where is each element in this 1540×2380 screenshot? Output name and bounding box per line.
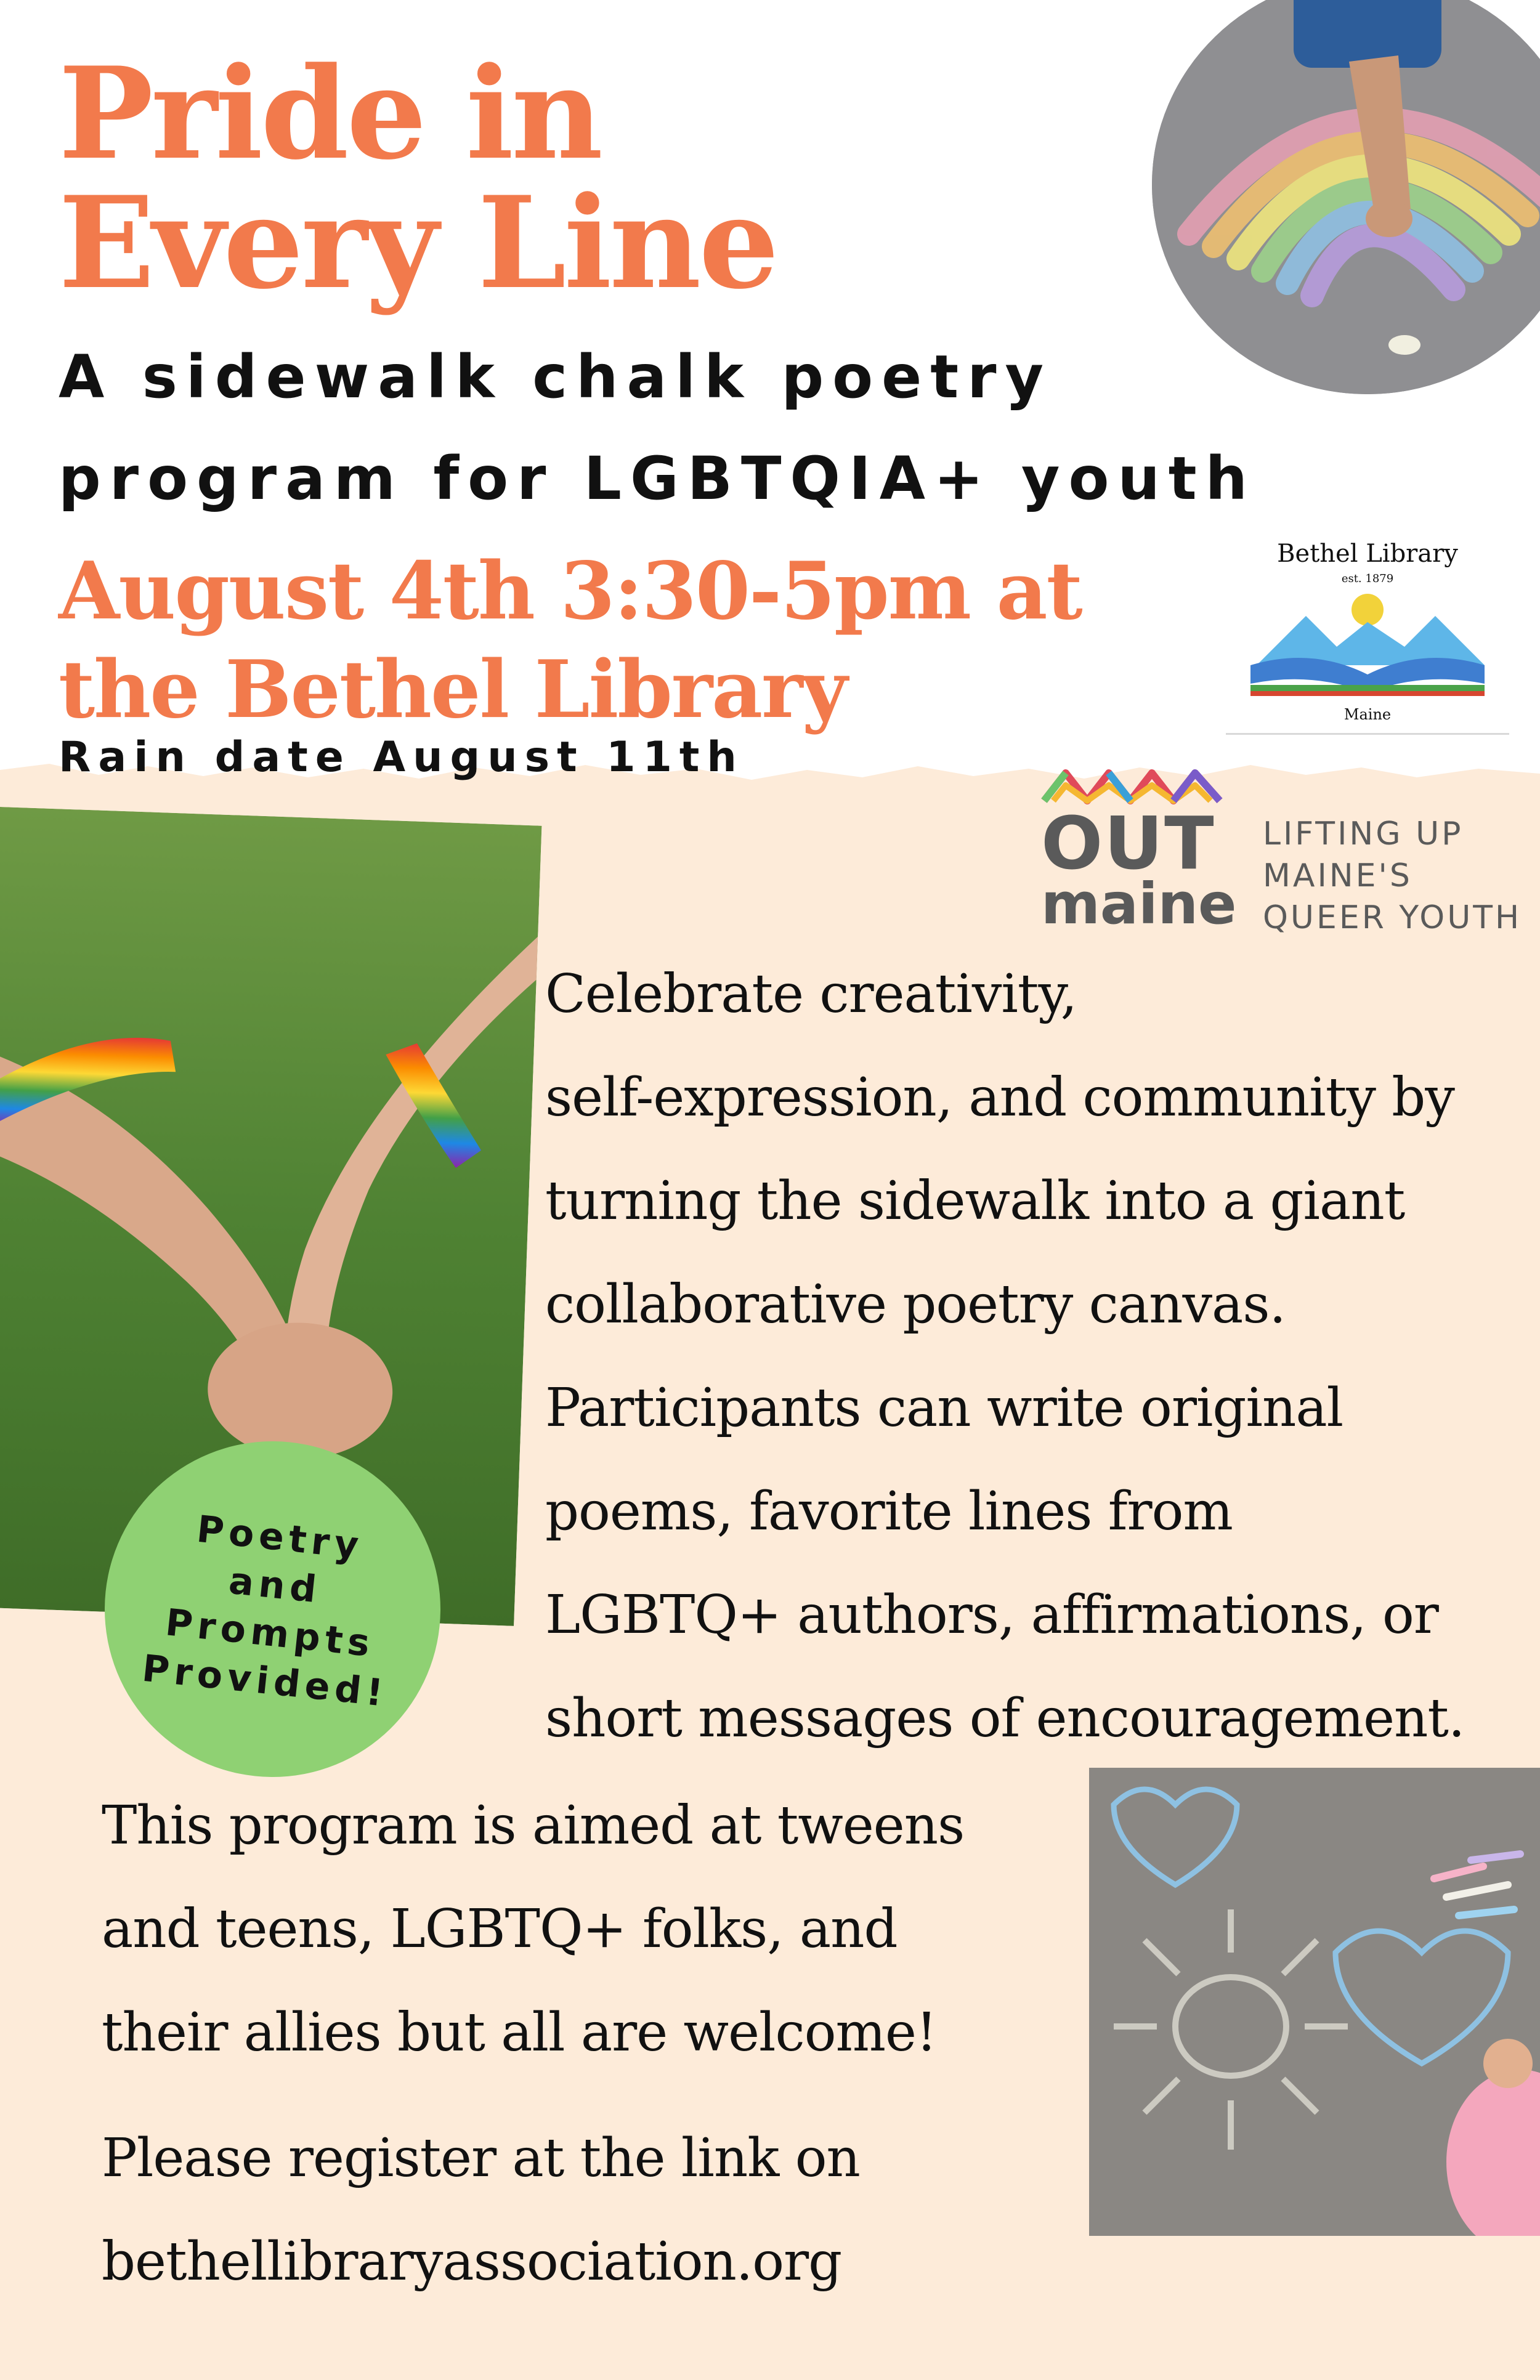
badge-text: Poetry and Prompts Provided! <box>140 1507 391 1715</box>
title-line-1: Pride in <box>59 40 601 188</box>
outmaine-tagline <box>1263 813 1522 939</box>
bethel-name: Bethel Library <box>1277 540 1458 568</box>
bethel-state: Maine <box>1343 706 1392 723</box>
registration-link[interactable]: bethellibraryassociation.org <box>102 2231 842 2293</box>
audience-line: their allies but all are welcome! <box>102 2002 937 2063</box>
rainbow-mountains-icon <box>1041 758 1226 807</box>
registration-text <box>102 2107 1087 2313</box>
title-line-2: Every Line <box>59 169 777 317</box>
registration-line: Please register at the link on <box>102 2127 860 2189</box>
description-line: Participants can write original <box>545 1377 1343 1439</box>
bethel-est: est. 1879 <box>1341 572 1394 585</box>
chalk-drawing-photo <box>1089 1768 1540 2236</box>
audience-line: and teens, LGBTQ+ folks, and <box>102 1898 898 1960</box>
description-line: Celebrate creativity, <box>545 963 1077 1025</box>
rain-date: Rain date August 11th <box>59 733 744 782</box>
description-line: collaborative poetry canvas. <box>545 1274 1286 1335</box>
audience-text <box>102 1774 1087 2084</box>
description-line: self-expression, and community by <box>545 1067 1454 1128</box>
bethel-library-logo <box>1226 524 1509 733</box>
outmaine-word-maine: maine <box>1041 871 1237 937</box>
event-description <box>545 942 1469 1770</box>
tagline-line-2: MAINE'S <box>1263 857 1412 894</box>
description-line: LGBTQ+ authors, affirmations, or <box>545 1584 1438 1646</box>
outmaine-logo <box>1041 758 1522 942</box>
event-date-location <box>59 542 1229 739</box>
subtitle-line-2: program for LGBTQIA+ youth <box>59 444 1257 513</box>
tagline-line-3: QUEER YOUTH <box>1263 899 1522 936</box>
tagline-line-1: LIFTING UP <box>1263 816 1464 852</box>
sun-icon <box>1352 594 1384 626</box>
subtitle-line-1: A sidewalk chalk poetry <box>59 342 1053 411</box>
logo-divider <box>1226 733 1509 735</box>
description-line: short messages of encouragement. <box>545 1688 1465 1749</box>
chalk-drawing-illustration <box>1089 1768 1540 2236</box>
description-line: poems, favorite lines from <box>545 1481 1233 1542</box>
event-subtitle <box>59 326 1291 530</box>
event-title <box>59 40 777 317</box>
audience-line: This program is aimed at tweens <box>102 1795 965 1856</box>
description-line: turning the sidewalk into a giant <box>545 1170 1405 1232</box>
date-line-1: August 4th 3:30-5pm at <box>59 545 1082 638</box>
outmaine-word-out: OUT <box>1041 801 1215 886</box>
date-line-2: the Bethel Library <box>59 644 846 736</box>
